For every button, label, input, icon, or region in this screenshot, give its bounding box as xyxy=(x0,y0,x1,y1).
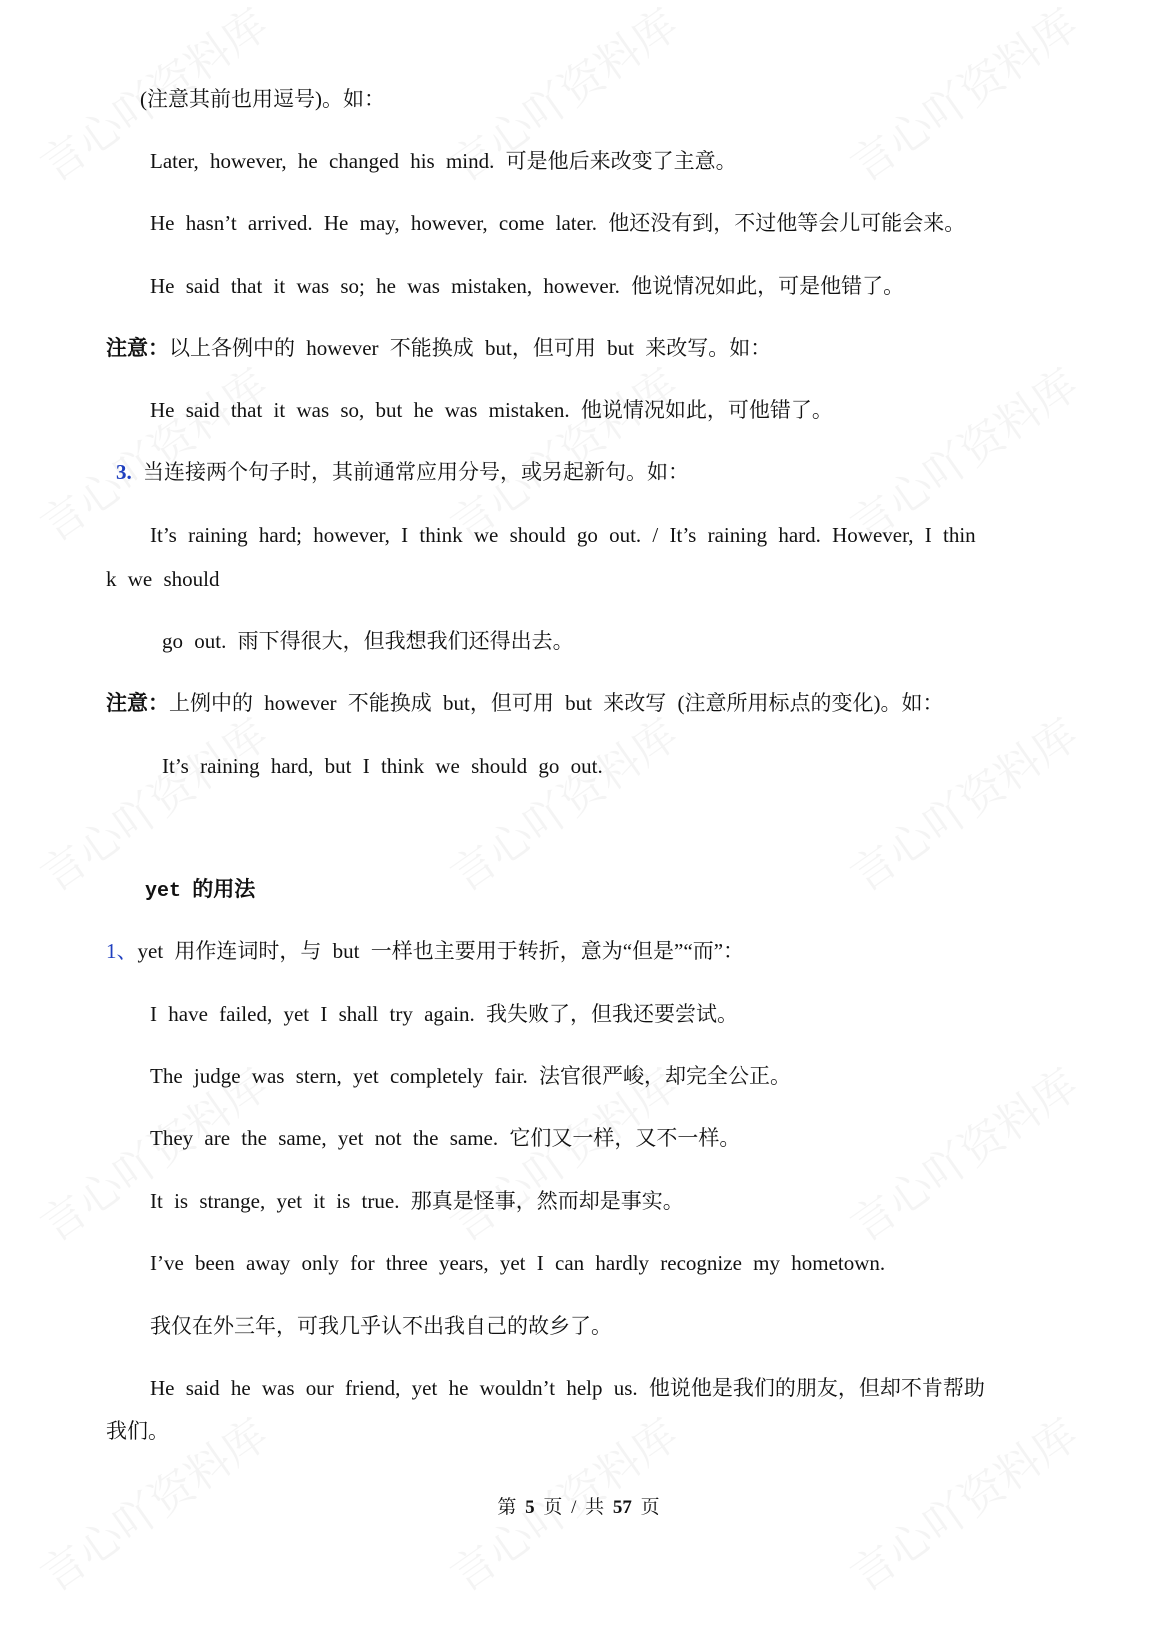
example-sentence-continued: k we should xyxy=(106,567,220,591)
watermark xyxy=(436,700,689,904)
example-sentence: They are the same, yet not the same. 它们又一样，又不一样。 xyxy=(150,1126,741,1150)
footer-prefix: 第 xyxy=(497,1497,517,1518)
note-label: 注意： xyxy=(106,336,169,360)
example-sentence-continued: go out. 雨下得很大，但我想我们还得出去。 xyxy=(162,629,574,653)
rule-number: 3. xyxy=(116,460,132,484)
example-sentence-continued: 我们。 xyxy=(106,1419,169,1443)
example-sentence: It is strange, yet it is true. 那真是怪事，然而却是事实。 xyxy=(150,1189,684,1213)
watermark xyxy=(836,0,1089,194)
watermark xyxy=(836,700,1089,904)
note-text: 上例中的 however 不能换成 but，但可用 but 来改写 (注意所用标点的变化)。如： xyxy=(169,691,944,715)
translation: 我仅在外三年，可我几乎认不出我自己的故乡了。 xyxy=(150,1314,612,1338)
example-sentence: It’s raining hard; however, I think we should go out. / It’s raining hard. However, I thin xyxy=(150,523,976,547)
heading-text: 的用法 xyxy=(181,877,256,901)
note-label: 注意： xyxy=(106,691,169,715)
page-footer xyxy=(0,1492,1157,1519)
example-sentence: I have failed, yet I shall try again. 我失败了，但我还要尝试。 xyxy=(150,1002,739,1026)
section-heading xyxy=(145,876,255,905)
note-text: 以上各例中的 however 不能换成 but，但可用 but 来改写。如： xyxy=(169,336,772,360)
watermark xyxy=(26,700,279,904)
note-paragraph xyxy=(106,335,771,361)
example-sentence: He said that it was so; he was mistaken, however. 他说情况如此，可是他错了。 xyxy=(150,274,905,298)
rule-text: 当连接两个句子时，其前通常应用分号，或另起新句。如： xyxy=(131,460,689,484)
rule-text: yet 用作连词时，与 but 一样也主要用于转折，意为“但是”“而”： xyxy=(137,939,745,963)
numbered-rule xyxy=(106,938,744,964)
heading-keyword: yet xyxy=(145,880,182,903)
example-sentence: He said that it was so, but he was mistaken. 他说情况如此，可他错了。 xyxy=(150,398,833,422)
total-pages: 57 xyxy=(612,1497,632,1518)
rule-number: 1、 xyxy=(106,939,138,963)
example-sentence: The judge was stern, yet completely fair. 法官很严峻，却完全公正。 xyxy=(150,1064,791,1088)
watermark xyxy=(836,1050,1089,1254)
example-sentence: I’ve been away only for three years, yet I can hardly recognize my hometown. xyxy=(150,1251,886,1275)
example-sentence: It’s raining hard, but I think we should go out. xyxy=(162,754,603,778)
example-sentence: Later, however, he changed his mind. 可是他后来改变了主意。 xyxy=(150,149,737,173)
example-sentence: He said he was our friend, yet he wouldn’t help us. 他说他是我们的朋友，但却不肯帮助 xyxy=(150,1376,985,1400)
numbered-rule xyxy=(116,459,689,485)
example-sentence: He hasn’t arrived. He may, however, come later. 他还没有到，不过他等会儿可能会来。 xyxy=(150,211,966,235)
footer-suffix: 页 xyxy=(640,1497,660,1518)
current-page-number: 5 xyxy=(525,1497,535,1518)
paragraph: (注意其前也用逗号)。如： xyxy=(140,87,385,111)
footer-separator: 页 / 共 xyxy=(543,1497,605,1518)
note-paragraph xyxy=(106,690,943,716)
